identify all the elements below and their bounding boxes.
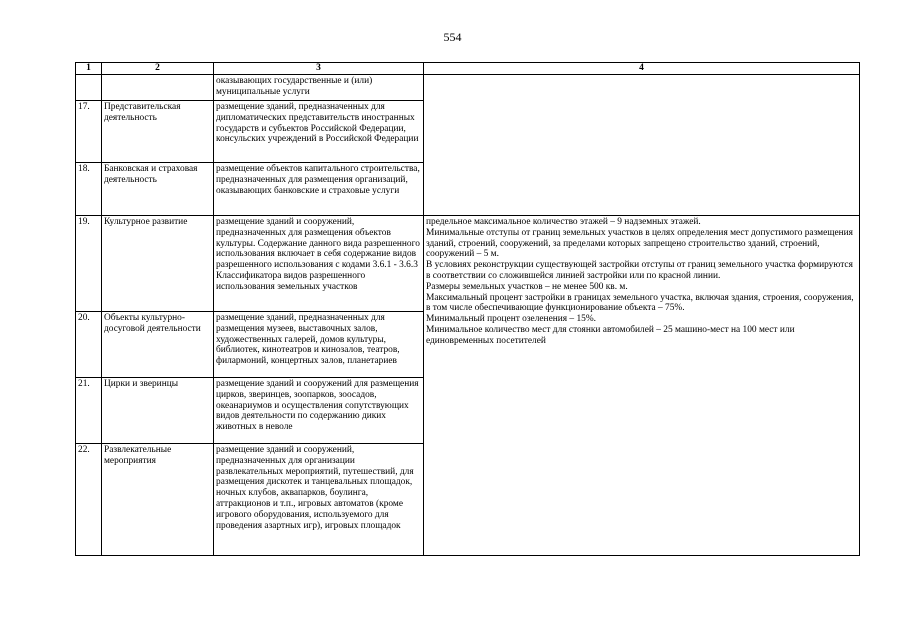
parameter-line: Минимальный процент озеленения – 15%. xyxy=(426,314,596,325)
use-type-description: размещение зданий и сооружений для размещения цирков, зверинцев, зоопарков, зоосадов, океанариумов и осуществления сопутствующих видов деятельности по содержанию диких животных в неволе xyxy=(214,378,424,444)
column-header: 1 xyxy=(76,63,102,75)
table-row xyxy=(76,216,860,312)
column-header: 3 xyxy=(214,63,424,75)
use-type-name: Представительская деятельность xyxy=(102,101,214,163)
parameters-cell-empty xyxy=(424,75,860,216)
parameter-line: Минимальное количество мест для стоянки автомобилей – 25 машино-мест на 100 мест или единовременных посетителей xyxy=(426,324,795,346)
use-type-name xyxy=(102,75,214,101)
page-number: 554 xyxy=(443,30,462,44)
use-type-description: размещение зданий и сооружений, предназначенных для размещения объектов культуры. Содержание данного вида разрешенного использования включает в себя содержание видов разрешенного использования с кодами 3.6.1 - 3.6.3 Классификатора видов разрешенного использования земельных участков xyxy=(214,216,424,312)
parameter-line: Минимальные отступы от границ земельных участков в целях определения мест допустимого размещения зданий, строений, сооружений, за пределами которых запрещено строительство зданий, строений, сооружений – 5 м. xyxy=(426,227,853,260)
row-number: 19. xyxy=(76,216,102,312)
column-header: 4 xyxy=(424,63,860,75)
use-type-description: размещение объектов капитального строительства, предназначенных для размещения организаций, оказывающих банковские и страховые услуги xyxy=(214,163,424,216)
zoning-table xyxy=(75,62,860,556)
use-type-description: размещение зданий, предназначенных для размещения музеев, выставочных залов, художественных галерей, домов культуры, библиотек, кинотеатров и кинозалов, театров, филармоний, концертных залов, планетариев xyxy=(214,312,424,378)
row-number: 22. xyxy=(76,444,102,556)
parameter-line: Размеры земельных участков – не менее 500 кв. м. xyxy=(426,281,628,292)
table-row xyxy=(76,75,860,101)
use-type-name: Культурное развитие xyxy=(102,216,214,312)
column-header: 2 xyxy=(102,63,214,75)
use-type-name: Развлекательные мероприятия xyxy=(102,444,214,556)
row-number: 20. xyxy=(76,312,102,378)
row-number: 18. xyxy=(76,163,102,216)
use-type-description: размещение зданий и сооружений, предназначенных для организации развлекательных мероприятий, путешествий, для размещения дискотек и танцевальных площадок, ночных клубов, аквапарков, боулинга, аттракционов и т.п., игровых автоматов (кроме игрового оборудования, используемого для проведения азартных игр), игровых площадок xyxy=(214,444,424,556)
row-number: 21. xyxy=(76,378,102,444)
use-type-name: Цирки и зверинцы xyxy=(102,378,214,444)
parameter-line: Максимальный процент застройки в границах земельного участка, включая здания, строения, сооружения, в том числе обеспечивающие функционирование объекта – 75%. xyxy=(426,292,854,314)
use-type-description: размещение зданий, предназначенных для дипломатических представительств иностранных государств и субъектов Российской Федерации, консульских учреждений в Российской Федерации xyxy=(214,101,424,163)
parameters-cell xyxy=(424,216,860,556)
row-number xyxy=(76,75,102,101)
parameter-line: В условиях реконструкции существующей застройки отступы от границ земельного участка формируются в соответствии со сложившейся линией застройки или по красной линии. xyxy=(426,260,853,281)
row-number: 17. xyxy=(76,101,102,163)
use-type-name: Объекты культурно-досуговой деятельности xyxy=(102,312,214,378)
use-type-description: оказывающих государственные и (или) муниципальные услуги xyxy=(214,75,424,101)
table-header-row xyxy=(76,63,860,75)
parameter-line: предельное максимальное количество этажей – 9 надземных этажей. xyxy=(426,217,701,227)
use-type-name: Банковская и страховая деятельность xyxy=(102,163,214,216)
